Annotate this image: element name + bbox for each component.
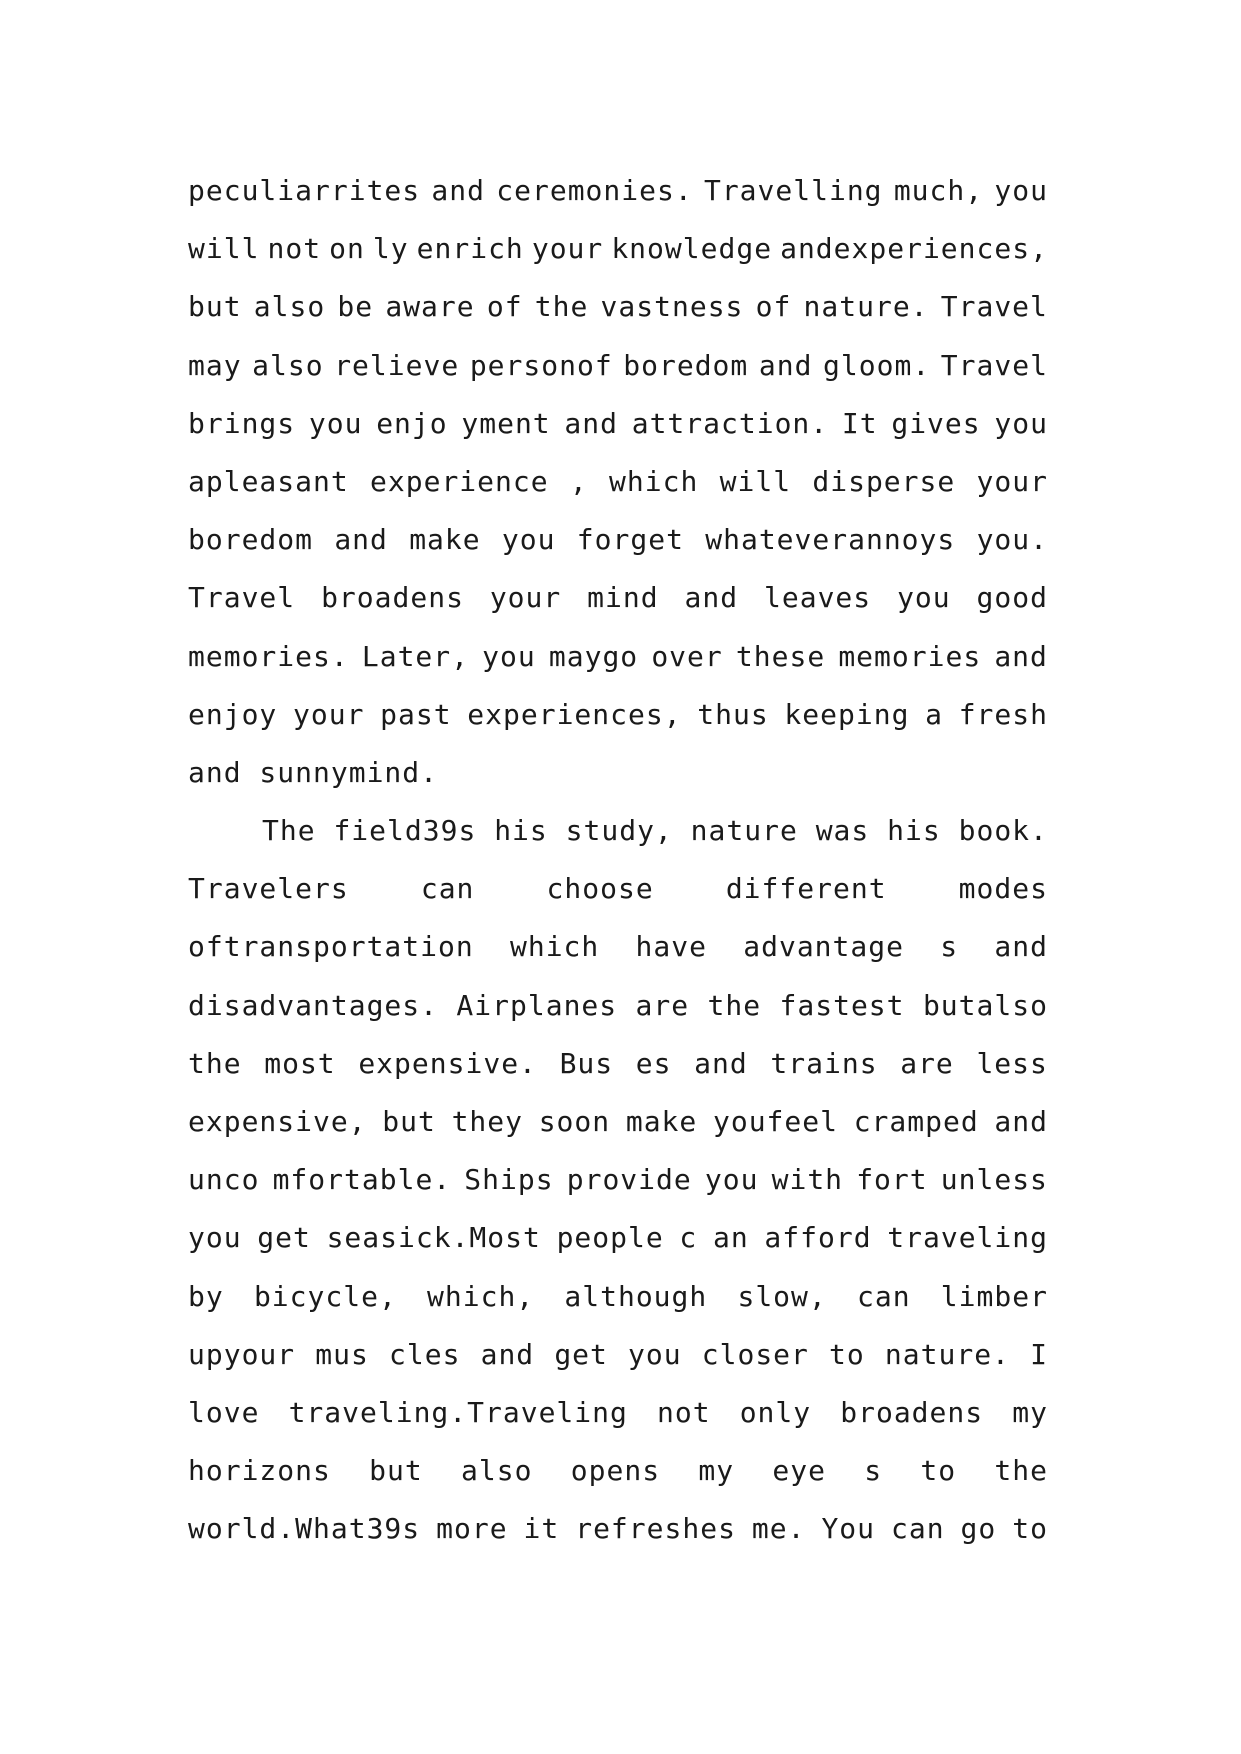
text-word: will [188, 232, 260, 266]
text-word: enrich [416, 232, 524, 266]
text-word: love [188, 1395, 260, 1429]
text-word: forget [576, 523, 684, 557]
text-word: more [436, 1512, 508, 1546]
text-word: disadvantages. [188, 988, 439, 1022]
text-word: mind [587, 581, 659, 615]
text-word: you [308, 406, 363, 440]
text-word: modes [958, 872, 1048, 906]
text-word: these [735, 639, 826, 673]
text-line [188, 1151, 1048, 1209]
text-word: boredom [188, 523, 314, 557]
text-word: can [856, 1279, 911, 1313]
text-word: be [337, 290, 374, 324]
text-word: Travel [940, 348, 1048, 382]
text-word: Travelers [188, 872, 349, 906]
text-line [188, 395, 1048, 453]
text-word: although [564, 1279, 708, 1313]
text-word: The [262, 814, 316, 848]
text-word: traveling [887, 1221, 1048, 1255]
text-line [188, 337, 1048, 395]
text-word: past [380, 697, 452, 731]
text-word: can [891, 1512, 945, 1546]
text-line [188, 744, 1048, 802]
text-line [188, 1268, 1048, 1326]
text-word: have [635, 930, 707, 964]
body-text [188, 162, 1048, 1559]
text-word: brings [188, 406, 296, 440]
text-word: to [1012, 1512, 1048, 1546]
text-word: get [554, 1337, 608, 1371]
text-word: advantage [743, 930, 904, 964]
text-word: my [1012, 1395, 1048, 1429]
text-word: me. [751, 1512, 806, 1546]
text-word: es [635, 1046, 672, 1080]
text-word: of [755, 290, 792, 324]
text-line [188, 1035, 1048, 1093]
text-word: upyour [188, 1337, 296, 1371]
text-line [188, 918, 1048, 976]
text-line [188, 1442, 1048, 1500]
text-word: thus [697, 697, 769, 731]
text-word: trains [770, 1046, 878, 1080]
text-word: Bus [559, 1046, 614, 1080]
text-line [188, 220, 1048, 278]
text-word: you [704, 1163, 759, 1197]
text-word: you [188, 1221, 242, 1255]
text-word: It [841, 406, 878, 440]
text-word: the [707, 988, 762, 1022]
text-line [188, 1384, 1048, 1442]
text-line [188, 569, 1048, 627]
text-word: leaves [764, 581, 872, 615]
text-word: disperse [812, 464, 956, 498]
text-word: choose [546, 872, 654, 906]
text-word: get [257, 1221, 311, 1255]
text-word: memories. [188, 639, 349, 673]
text-word: and [480, 1337, 535, 1371]
text-word: broadens [321, 581, 464, 615]
text-word: horizons [188, 1454, 331, 1488]
text-word: a [925, 697, 943, 731]
text-word: closer [701, 1337, 809, 1371]
text-word: to [829, 1337, 865, 1371]
text-word: and [564, 406, 618, 440]
text-line [188, 453, 1048, 511]
text-word: unless [940, 1163, 1048, 1197]
text-word: andexperiences, [780, 232, 1048, 266]
text-word: and [431, 174, 485, 207]
text-word: Later, [361, 639, 470, 673]
text-word: your [531, 232, 604, 266]
text-word: to [920, 1454, 957, 1488]
text-word: and [694, 1046, 748, 1080]
text-word: fort [856, 1163, 928, 1197]
text-word: maygo [548, 639, 639, 673]
text-line [188, 1209, 1048, 1267]
text-word: are [635, 988, 690, 1022]
text-line [188, 511, 1048, 569]
text-word: youfeel [712, 1105, 838, 1138]
text-word: and [994, 639, 1048, 673]
text-word: cramped [853, 1105, 979, 1138]
text-word: you. [976, 523, 1048, 557]
text-word: they [451, 1105, 523, 1138]
text-word: refreshes [575, 1512, 736, 1546]
text-word: over [651, 639, 723, 673]
text-word: field39s [333, 814, 477, 848]
text-word: gives [891, 406, 981, 440]
text-word: also [252, 348, 324, 382]
text-word: and [994, 930, 1048, 964]
text-word: with [771, 1163, 844, 1197]
text-word: also [461, 1454, 533, 1488]
text-word: relieve [334, 348, 460, 382]
text-word: which [609, 464, 699, 498]
text-word: nature. [803, 290, 929, 324]
text-word: memories [838, 639, 982, 673]
text-word: can [420, 872, 475, 906]
text-word: Ships [464, 1163, 554, 1197]
text-word: my [698, 1454, 735, 1488]
text-word: Airplanes [456, 988, 618, 1022]
text-word: apleasant [188, 464, 349, 498]
text-word: whateverannoys [705, 523, 956, 557]
text-word: unco [188, 1163, 260, 1197]
text-word: eye [772, 1454, 826, 1488]
text-word: study, [565, 814, 673, 848]
text-line [188, 628, 1048, 686]
text-word: ly [372, 232, 409, 266]
text-word: the [994, 1454, 1048, 1488]
text-word: fastest [779, 988, 905, 1022]
text-word: your [489, 581, 562, 615]
text-line [188, 802, 1048, 860]
text-word: mus [315, 1337, 369, 1371]
text-word: his [494, 814, 548, 848]
text-word: you [501, 523, 556, 557]
text-word: will [719, 464, 792, 498]
text-word: book. [958, 814, 1048, 848]
text-word: knowledge [611, 232, 773, 266]
text-word: you [994, 174, 1048, 207]
text-word: boredom [623, 348, 749, 382]
text-line [188, 977, 1048, 1035]
text-word: an [712, 1221, 749, 1255]
text-word: soon [538, 1105, 611, 1138]
text-word: your [976, 464, 1048, 498]
text-word: experience [370, 464, 549, 498]
text-word: expensive, [188, 1105, 367, 1138]
text-word: seasick.Most [326, 1221, 541, 1255]
text-word: s [864, 1454, 883, 1488]
text-word: vastness [600, 290, 744, 324]
text-word: enjoy [188, 697, 278, 731]
text-word: peculiarrites [188, 174, 421, 207]
text-word: nature. [884, 1337, 1010, 1371]
text-word: which [509, 930, 600, 964]
text-word: provide [566, 1163, 692, 1197]
text-word: and [994, 1105, 1048, 1138]
text-word: mfortable. [272, 1163, 452, 1197]
text-word: world.What39s [188, 1512, 421, 1546]
text-word: much, [893, 174, 984, 207]
text-word: not [656, 1395, 711, 1429]
text-word: I [1030, 1337, 1048, 1371]
text-line-content: and sunnymind. [188, 755, 439, 789]
text-word: keeping [784, 697, 910, 731]
text-word: you [482, 639, 536, 673]
text-word: most [264, 1046, 336, 1080]
text-word: you [628, 1337, 682, 1371]
text-word: , [569, 464, 588, 498]
text-line [188, 860, 1048, 918]
text-word: oftransportation [188, 930, 474, 964]
text-word: you [897, 581, 951, 615]
text-word: expensive. [358, 1046, 537, 1080]
text-word: gloom. [823, 348, 931, 382]
text-word: you [994, 406, 1048, 440]
text-word: on [329, 232, 365, 266]
text-word: You [821, 1512, 876, 1546]
text-word: your [293, 697, 365, 731]
text-line [188, 278, 1048, 336]
text-word: Travel [188, 581, 296, 615]
text-word: traveling.Traveling [288, 1395, 628, 1429]
text-word: personof [469, 348, 613, 382]
text-word: broadens [840, 1395, 984, 1429]
text-word: enjo [376, 406, 448, 440]
text-word: but [188, 290, 242, 324]
text-word: opens [570, 1454, 661, 1488]
text-word: afford [764, 1221, 872, 1255]
text-word: go [960, 1512, 997, 1546]
text-word: c [679, 1221, 698, 1255]
text-line [188, 1500, 1048, 1558]
text-word: cles [389, 1337, 461, 1371]
text-word: fresh [958, 697, 1048, 731]
text-word: of [486, 290, 523, 324]
text-word: nature [690, 814, 798, 848]
text-word: Travel [940, 290, 1048, 324]
text-word: it [523, 1512, 560, 1546]
text-word: but [382, 1105, 436, 1138]
text-word: yment [461, 406, 551, 440]
text-word: butalso [922, 988, 1048, 1022]
text-word: s [940, 930, 959, 964]
text-word: people [556, 1221, 664, 1255]
text-word: the [534, 290, 589, 324]
text-word: by [188, 1279, 224, 1313]
text-word: Travelling [703, 174, 883, 207]
text-word: also [253, 290, 326, 324]
text-word: limber [940, 1279, 1048, 1313]
text-word: which, [427, 1279, 535, 1313]
text-line [188, 1093, 1048, 1151]
text-word: only [739, 1395, 812, 1429]
text-word: make [625, 1105, 698, 1138]
text-word: slow, [737, 1279, 827, 1313]
text-word: make [409, 523, 481, 557]
text-line [188, 162, 1048, 220]
text-word: bicycle, [253, 1279, 397, 1313]
text-word: less [976, 1046, 1048, 1080]
text-word: the [188, 1046, 242, 1080]
text-word: was [815, 814, 870, 848]
text-word: and [684, 581, 739, 615]
text-word: experiences, [467, 697, 682, 731]
text-word: his [887, 814, 941, 848]
text-word: not [267, 232, 322, 266]
text-word: attraction. [631, 406, 829, 440]
text-word: and [334, 523, 388, 557]
text-word: ceremonies. [496, 174, 693, 207]
text-word: may [188, 348, 242, 382]
text-word: are [900, 1046, 954, 1080]
text-word: good [976, 581, 1048, 615]
text-word: but [369, 1454, 423, 1488]
text-word: and [758, 348, 813, 382]
text-word: different [725, 872, 887, 906]
text-line [188, 686, 1048, 744]
text-word: aware [385, 290, 475, 324]
text-line [188, 1326, 1048, 1384]
